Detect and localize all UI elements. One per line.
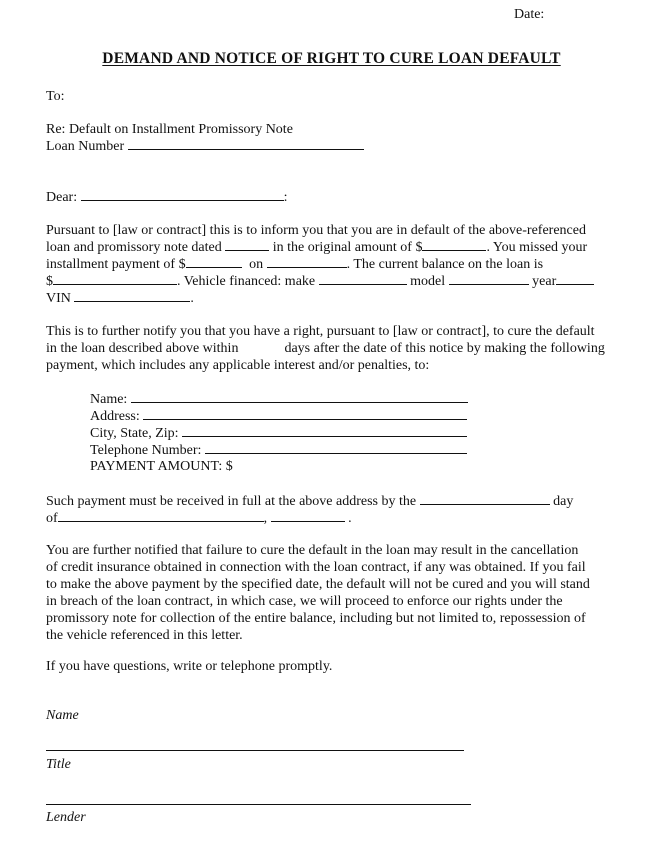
deadline-line2 — [46, 509, 352, 527]
missed-date-blank[interactable] — [267, 255, 347, 268]
title-text: DEMAND AND NOTICE OF RIGHT TO CURE LOAN DEFAULT — [102, 50, 561, 67]
closing-line: If you have questions, write or telephone promptly. — [46, 659, 333, 674]
signature-title-label: Title — [46, 757, 71, 772]
payee-phone-label: Telephone Number: — [90, 443, 202, 458]
para1-line5 — [46, 289, 194, 307]
para1-text: on — [249, 257, 264, 272]
signature-name-label: Name — [46, 708, 79, 723]
vehicle-model-blank[interactable] — [449, 272, 529, 285]
payee-address-line — [90, 407, 467, 425]
deadline-line1 — [46, 492, 573, 510]
payee-city-line — [90, 424, 467, 442]
para4-line1: You are further notified that failure to cure the default in the loan may result in the cancellation — [46, 543, 579, 558]
loan-number-label: Loan Number — [46, 139, 125, 154]
para1-line1: Pursuant to [law or contract] this is to inform you that you are in default of the above-referenced — [46, 223, 586, 238]
para2-line3: payment, which includes any applicable interest and/or penalties, to: — [46, 358, 430, 373]
re-line: Re: Default on Installment Promissory Note — [46, 122, 293, 137]
para2-text: in the loan described above within — [46, 341, 239, 356]
para1-text: loan and promissory note dated — [46, 240, 222, 255]
deadline-text: , — [263, 511, 268, 526]
para2-text: days after the date of this notice by making the following — [284, 341, 605, 356]
to-label: To: — [46, 89, 65, 104]
missed-payment-blank[interactable] — [186, 255, 242, 268]
para1-text: installment payment of $ — [46, 257, 186, 272]
para1-text: VIN — [46, 291, 71, 306]
payee-address-label: Address: — [90, 409, 140, 424]
document-title — [0, 50, 663, 67]
payee-name-label: Name: — [90, 392, 128, 407]
vin-blank[interactable] — [74, 289, 190, 302]
para1-text: . Vehicle financed: make — [177, 274, 316, 289]
deadline-text: . — [348, 511, 352, 526]
signature-lender-label: Lender — [46, 810, 86, 825]
deadline-text: day — [553, 494, 574, 509]
payee-phone-blank[interactable] — [205, 441, 467, 454]
para4-line3: to make the above payment by the specified date, the default will not be cured and you will stand — [46, 577, 590, 592]
payee-city-blank[interactable] — [182, 424, 467, 437]
date-label: Date: — [514, 7, 545, 22]
para1-text: in the original amount of $ — [272, 240, 423, 255]
para1-text: . You missed your — [486, 240, 588, 255]
signature-name-line[interactable] — [46, 750, 464, 751]
current-balance-blank[interactable] — [53, 272, 177, 285]
payee-name-line — [90, 390, 468, 408]
loan-number-blank[interactable] — [128, 137, 364, 150]
para4-line4: in breach of the loan contract, in which case, we will proceed to enforce our rights under the — [46, 594, 563, 609]
para4-line6: the vehicle referenced in this letter. — [46, 628, 243, 643]
para1-text: $ — [46, 274, 53, 289]
para1-line3 — [46, 255, 543, 273]
note-date-blank[interactable] — [225, 238, 269, 251]
para1-text: . The current balance on the loan is — [346, 257, 544, 272]
para1-text: model — [410, 274, 446, 289]
signature-title-line[interactable] — [46, 804, 471, 805]
payee-name-blank[interactable] — [131, 390, 468, 403]
para2-line2 — [46, 340, 605, 357]
para4-line2: of credit insurance obtained in connection with the loan contract, if any was obtained. If you fail — [46, 560, 586, 575]
payee-city-label: City, State, Zip: — [90, 426, 179, 441]
deadline-day-blank[interactable] — [420, 492, 550, 505]
para1-line4 — [46, 272, 594, 290]
salutation-line — [46, 188, 287, 206]
loan-number-line — [46, 137, 364, 155]
deadline-text: of — [46, 511, 58, 526]
deadline-year-blank[interactable] — [271, 509, 345, 522]
dear-label: Dear: — [46, 190, 78, 205]
para2-line1: This is to further notify you that you have a right, pursuant to [law or contract], to cure the default — [46, 324, 595, 339]
vehicle-year-blank[interactable] — [556, 272, 594, 285]
payee-address-blank[interactable] — [143, 407, 467, 420]
payment-amount-label: PAYMENT AMOUNT: $ — [90, 459, 233, 474]
para1-text: year — [532, 274, 557, 289]
para1-line2 — [46, 238, 587, 256]
recipient-name-blank[interactable] — [81, 188, 284, 201]
deadline-text: Such payment must be received in full at the above address by the — [46, 494, 417, 509]
payee-phone-line — [90, 441, 467, 459]
vehicle-make-blank[interactable] — [319, 272, 407, 285]
para1-text: . — [190, 291, 194, 306]
deadline-month-blank[interactable] — [58, 509, 264, 522]
dear-colon: : — [283, 190, 288, 205]
original-amount-blank[interactable] — [422, 238, 486, 251]
para4-line5: promissory note for collection of the entire balance, including but not limited to, repossession of — [46, 611, 586, 626]
